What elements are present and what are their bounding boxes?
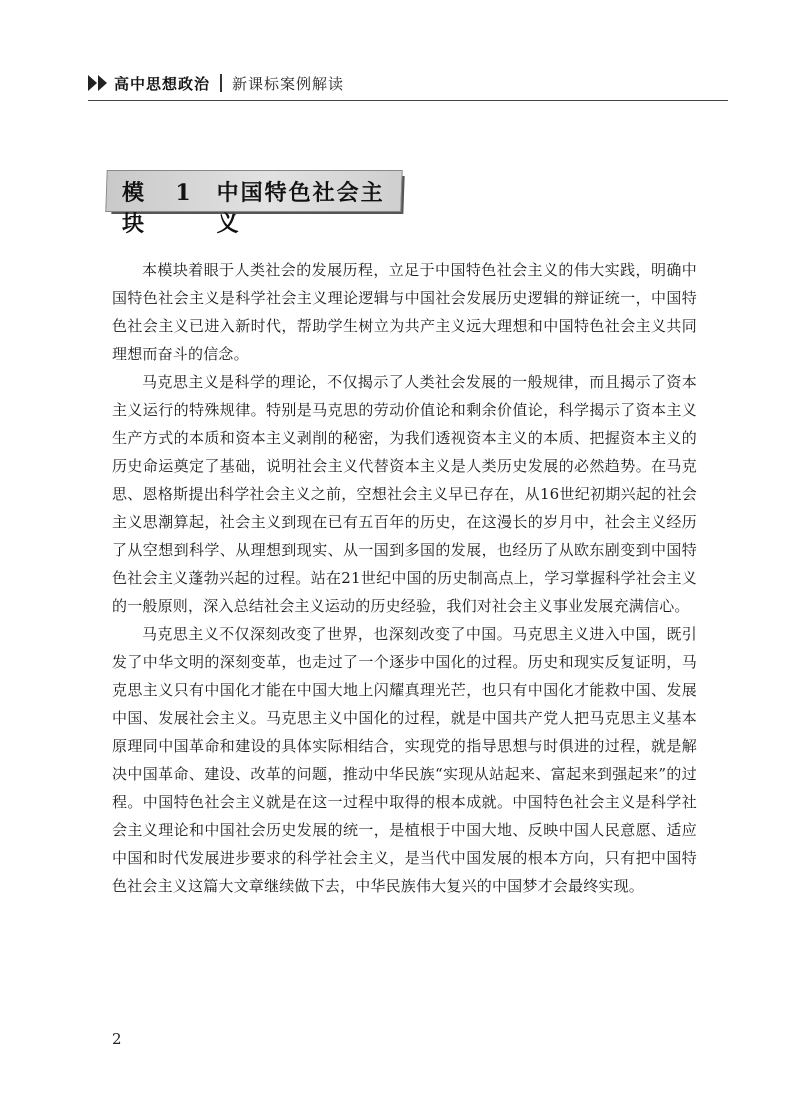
module-heading (122, 176, 406, 238)
module-label: 模块 (122, 181, 147, 237)
paragraph-marxism-science: 马克思主义是科学的理论，不仅揭示了人类社会发展的一般规律，而且揭示了资本主义运行的特殊规律。特别是马克思的劳动价值论和剩余价值论，科学揭示了资本主义生产方式的本质和资本主义剥削的秘密，为我们透视资本主义的本质、把握资本主义的历史命运奠定了基础，说明社会主义代替资本主义是人类历史发展的必然趋势。在马克思、恩格斯提出科学社会主义之前，空想社会主义早已存在，从16世纪初期兴起的社会主义思潮算起，社会主义到现在已有五百年的历史，在这漫长的岁月中，社会主义经历了从空想到科学、从理想到现实、从一国到多国的发展，也经历了从欧东剧变到中国特色社会主义蓬勃兴起的过程。站在21世纪中国的历史制高点上，学习掌握科学社会主义的一般原则，深入总结社会主义运动的历史经验，我们对社会主义事业发展充满信心。 (112, 373, 697, 615)
module-title-banner (106, 170, 406, 237)
module-number: 1 (175, 180, 191, 206)
double-chevron-icon (88, 75, 108, 91)
paragraph-intro: 本模块着眼于人类社会的发展历程，立足于中国特色社会主义的伟大实践，明确中国特色社会主义是科学社会主义理论逻辑与中国社会发展历史逻辑的辩证统一，中国特色社会主义已进入新时代，帮助学生树立为共产主义远大理想和中国特色社会主义共同理想而奋斗的信念。 (112, 261, 697, 363)
book-subtitle: 新课标案例解读 (232, 74, 345, 93)
header-separator (220, 74, 222, 92)
header-rule (88, 100, 728, 101)
series-title: 高中思想政治 (114, 74, 211, 93)
page-number: 2 (112, 1030, 122, 1048)
module-name: 中国特色社会主义 (216, 181, 385, 237)
paragraph-marxism-china: 马克思主义不仅深刻改变了世界，也深刻改变了中国。马克思主义进入中国，既引发了中华文明的深刻变革，也走过了一个逐步中国化的过程。历史和现实反复证明，马克思主义只有中国化才能在中国大地上闪耀真理光芒，也只有中国化才能救中国、发展中国、发展社会主义。马克思主义中国化的过程，就是中国共产党人把马克思主义基本原理同中国革命和建设的具体实际相结合，实现党的指导思想与时俱进的过程，就是解决中国革命、建设、改革的问题，推动中华民族“实现从站起来、富起来到强起来”的过程。中国特色社会主义就是在这一过程中取得的根本成就。中国特色社会主义是科学社会主义理论和中国社会历史发展的统一，是植根于中国大地、反映中国人民意愿、适应中国和时代发展进步要求的科学社会主义，是当代中国发展的根本方向，只有把中国特色社会主义这篇大文章继续做下去，中华民族伟大复兴的中国梦才会最终实现。 (112, 625, 697, 895)
running-header (88, 70, 344, 96)
body-text (112, 256, 697, 900)
